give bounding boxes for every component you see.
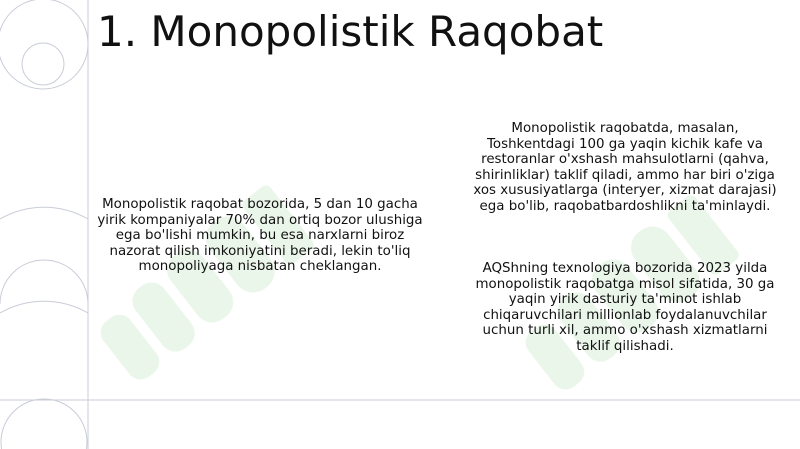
right-paragraph-1: Monopolistik raqobatda, masalan, Toshkentdagi 100 ga yaqin kichik kafe va restoranlar o'xshash mahsulotlarni (qahva, shirinliklar) taklif qiladi, ammo har biri o'ziga xos xususiyatlarga (interyer, xizmat darajasi) ega bo'lib, raqobatbardoshlikni ta'minlaydi. (473, 121, 777, 214)
deco-arc-1 (0, 207, 88, 219)
deco-circle-top-inner (22, 43, 64, 85)
deco-circle-bottom (1, 399, 87, 449)
left-paragraph: Monopolistik raqobat bozorida, 5 dan 10 gacha yirik kompaniyalar 70% dan ortiq bozor ulushiga ega bo'lishi mumkin, bu esa narxlarni biroz nazorat qilish imkoniyatini beradi, lekin to'liq monopoliyaga nisbatan cheklangan. (97, 197, 423, 275)
deco-arc-3 (0, 260, 88, 304)
deco-arc-2 (0, 301, 88, 313)
right-paragraph-2: AQShning texnologiya bozorida 2023 yilda monopolistik raqobatga misol sifatida, 30 ga yaqin yirik dasturiy ta'minot ishlab chiqaruvchilari millionlab foydalanuvchilar uchun turli xil, ammo o'xshash xizmatlarni taklif qilishadi. (475, 261, 775, 354)
deco-circle-top (0, 0, 88, 89)
slide-title: 1. Monopolistik Raqobat (97, 7, 604, 56)
